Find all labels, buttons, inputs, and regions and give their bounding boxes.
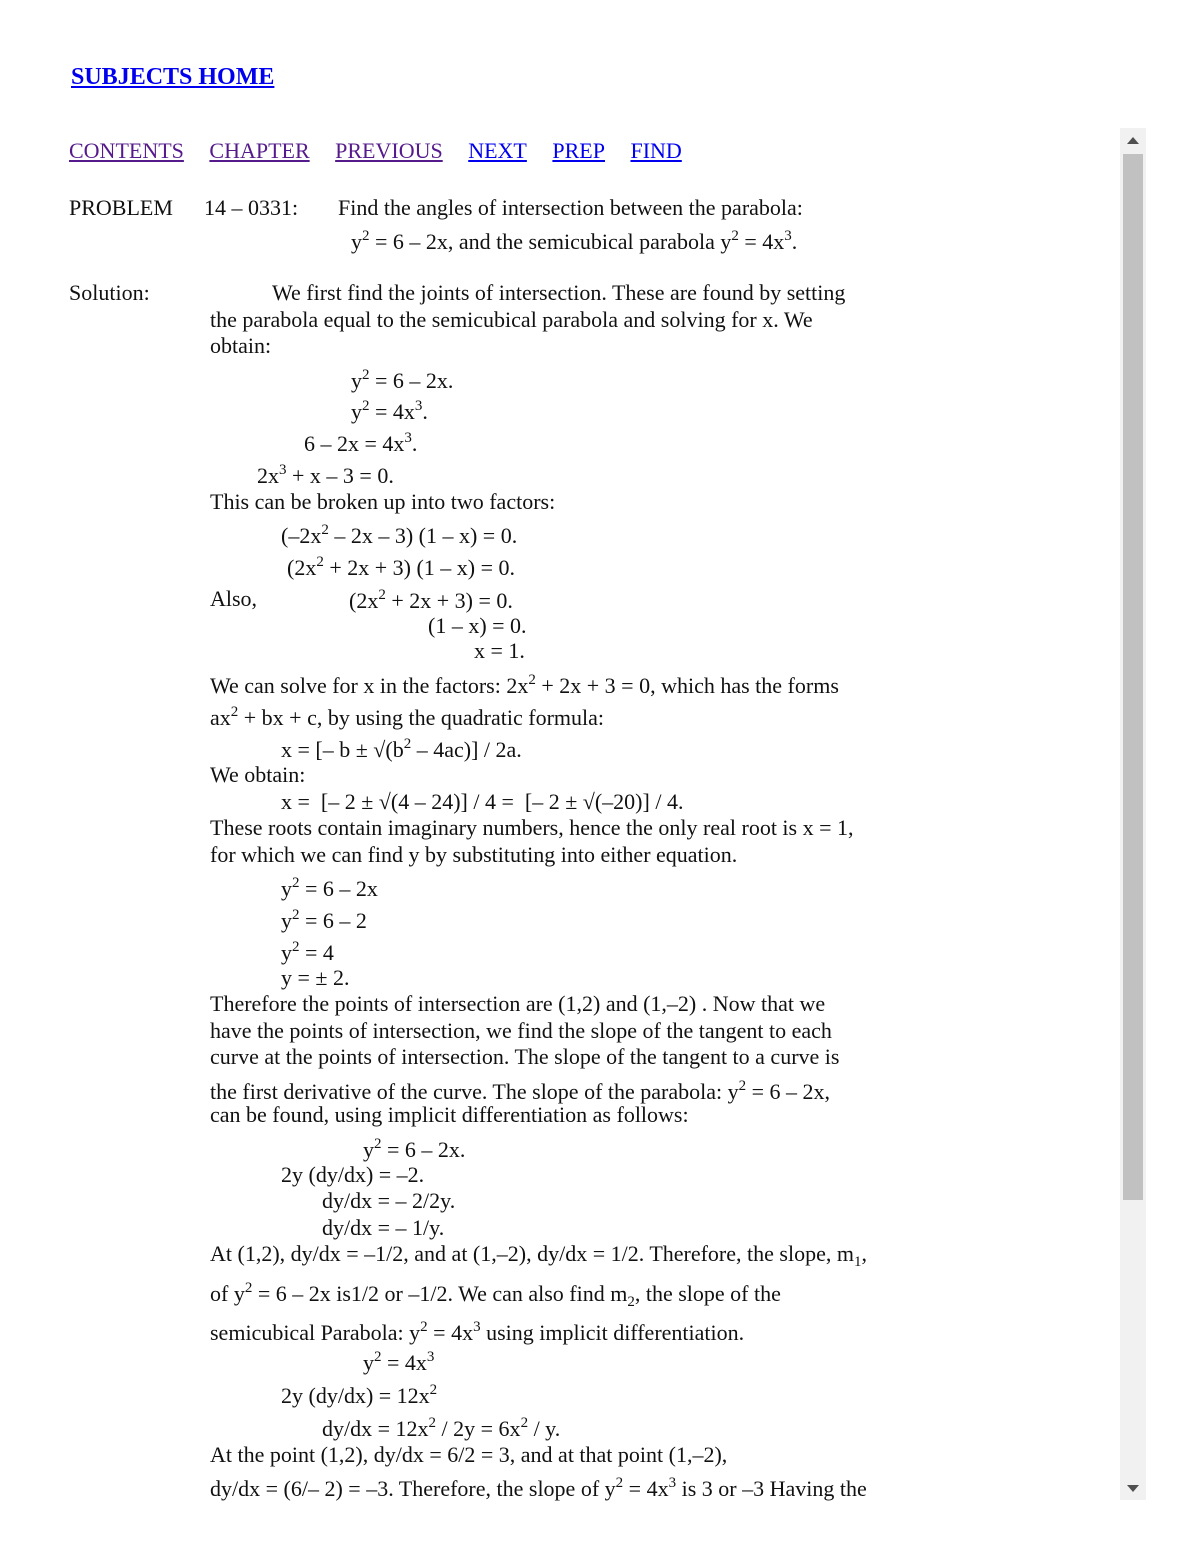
- solution-line: have the points of intersection, we find the slope of the tangent to each: [210, 1018, 832, 1043]
- problem-equations: $y^2 = 6 - 2x$, and the semicubical parabola $y^2 = 4x^3$.: [351, 228, 798, 254]
- nav-prep-link[interactable]: PREP: [552, 138, 605, 163]
- solution-line: dy/dx = (6/– 2) = –3. Therefore, the slope of $y^2 = 4x^3$ is 3 or –3 Having the: [210, 1475, 867, 1501]
- equation-line: dy/dx = – 2/2y.: [322, 1188, 456, 1213]
- down-arrow-icon[interactable]: [1120, 1476, 1146, 1500]
- nav-chapter-link[interactable]: CHAPTER: [209, 138, 310, 163]
- solution-line: curve at the points of intersection. The slope of the tangent to a curve is: [210, 1044, 840, 1069]
- equation-line: $dy/dx = 12x^2 / 2y = 6x^2 / y$.: [322, 1415, 561, 1441]
- solution-line: At the point (1,2), dy/dx = 6/2 = 3, and at that point (1,–2),: [210, 1442, 728, 1467]
- equation-line: $y^2 = 4x^3$.: [351, 398, 428, 424]
- equation-line: y = ± 2.: [281, 965, 350, 990]
- problem-label: PROBLEM: [69, 195, 173, 220]
- equation-line: $y^2 = 6 - 2x$.: [351, 367, 454, 393]
- equation-line: $(2x^2 + 2x + 3) = 0$.: [349, 587, 513, 613]
- equation-line: $y^2 = 6 - 2x$: [281, 875, 378, 901]
- solution-line: the first derivative of the curve. The slope of the parabola: $y^2 = 6 - 2x$,: [210, 1078, 831, 1104]
- solution-line: We can solve for x in the factors: $2x^2 + 2x + 3 = 0$, which has the forms: [210, 672, 839, 698]
- equation-line: 2y $(dy/dx) = 12x^2$: [281, 1382, 438, 1408]
- solution-line: We first find the joints of intersection. These are found by setting: [272, 280, 846, 305]
- equation-line: $6 - 2x = 4x^3$.: [304, 430, 418, 456]
- solution-line: We obtain:: [210, 762, 306, 787]
- nav-previous-link[interactable]: PREVIOUS: [335, 138, 443, 163]
- subjects-home-link[interactable]: SUBJECTS HOME: [71, 64, 275, 90]
- problem-statement: Find the angles of intersection between the parabola:: [338, 195, 803, 220]
- equation-line: dy/dx = – 1/y.: [322, 1215, 445, 1240]
- solution-line: These roots contain imaginary numbers, hence the only real root is x = 1,: [210, 815, 854, 840]
- solution-line: can be found, using implicit differentiation as follows:: [210, 1102, 689, 1127]
- vertical-scrollbar[interactable]: [1120, 128, 1146, 1500]
- up-arrow-icon[interactable]: [1120, 128, 1146, 152]
- solution-line: the parabola equal to the semicubical parabola and solving for x. We: [210, 307, 813, 332]
- scrollbar-thumb[interactable]: [1123, 154, 1143, 1200]
- solution-line: of $y^2 = 6 - 2x$ is1/2 or –1/2. We can also find $m_2$, the slope of the: [210, 1280, 781, 1310]
- solution-line: obtain:: [210, 333, 272, 358]
- equation-line: x = 1.: [474, 638, 525, 663]
- equation-line: $2x^3 + x - 3 = 0$.: [257, 462, 394, 488]
- equation-line: $y^2 = 4x^3$: [363, 1349, 435, 1375]
- nav-bar: [69, 138, 702, 164]
- nav-contents-link[interactable]: CONTENTS: [69, 138, 184, 163]
- equation-line: $(-2x^2 - 2x - 3)$ (1 – x) = 0.: [281, 522, 518, 548]
- solution-line: Also,: [210, 586, 258, 611]
- nav-next-link[interactable]: NEXT: [468, 138, 527, 163]
- solution-line: $ax^2$ + bx + c, by using the quadratic formula:: [210, 704, 604, 730]
- equation-line: 2y (dy/dx) = –2.: [281, 1162, 425, 1187]
- solution-line: for which we can find y by substituting into either equation.: [210, 842, 738, 867]
- equation-line: (1 – x) = 0.: [428, 613, 527, 638]
- solution-line: Therefore the points of intersection are (1,2) and (1,–2) . Now that we: [210, 991, 826, 1016]
- equation-line: $y^2 = 4$: [281, 939, 334, 965]
- solution-line: semicubical Parabola: $y^2 = 4x^3$ using implicit differentiation.: [210, 1319, 745, 1345]
- equation-line: $y^2 = 6 - 2$: [281, 907, 367, 933]
- solution-label: Solution:: [69, 280, 150, 305]
- equation-line: x = [– 2 ± √(4 – 24)] / 4 = [– 2 ± √(–20)] / 4.: [281, 789, 684, 814]
- problem-number: 14 – 0331:: [204, 195, 299, 220]
- solution-line: This can be broken up into two factors:: [210, 489, 556, 514]
- nav-find-link[interactable]: FIND: [630, 138, 682, 163]
- equation-line: $y^2 = 6 - 2x$.: [363, 1136, 466, 1162]
- solution-line: At (1,2), dy/dx = –1/2, and at (1,–2), dy/dx = 1/2. Therefore, the slope, $m_1$,: [210, 1241, 867, 1270]
- equation-line: $(2x^2 + 2x + 3)$ (1 – x) = 0.: [287, 554, 516, 580]
- equation-line: x = [– $b \pm √(b^2 - 4ac)] / 2a$.: [281, 736, 522, 762]
